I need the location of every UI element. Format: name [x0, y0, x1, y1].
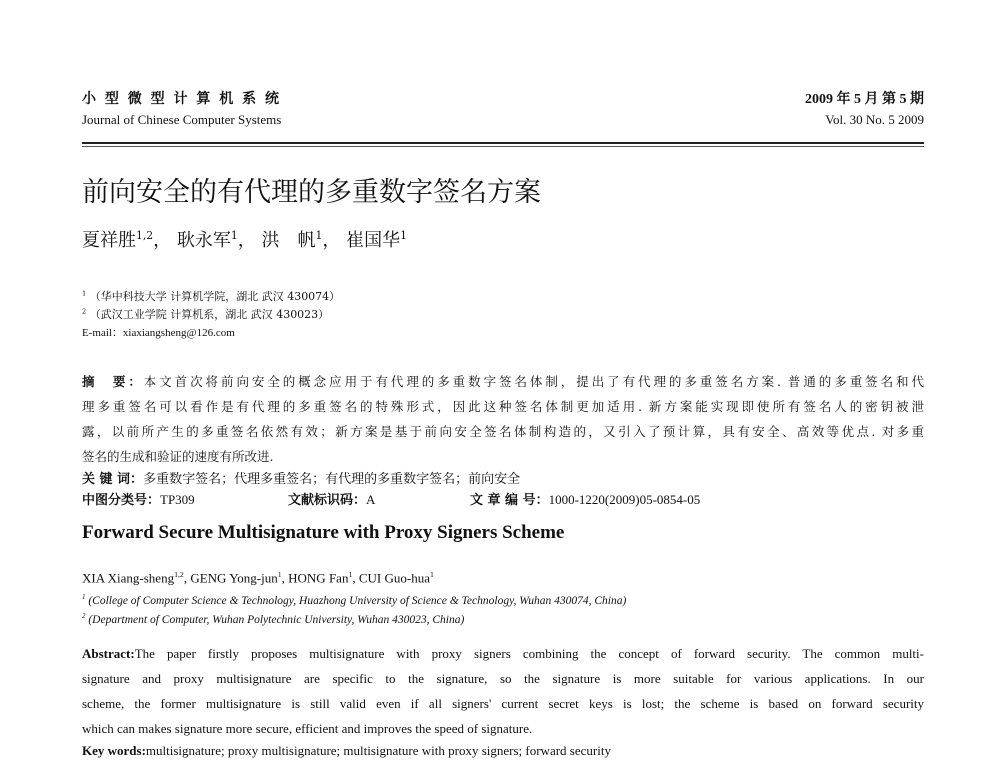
clc-number	[82, 489, 195, 508]
author: GENG Yong-jun	[190, 570, 278, 586]
keywords-en	[82, 743, 611, 759]
sup: 2	[82, 307, 87, 316]
author: 耿永军	[176, 230, 231, 251]
doc-code	[288, 489, 375, 508]
clc-value: TP309	[160, 492, 195, 507]
clc-label: 中图分类号：	[82, 493, 161, 508]
abstract-en-line: scheme, the former multisignature is still valid even if all signers' current secret keys is lost; the scheme is based on forward security	[82, 696, 924, 711]
affiliation-cn-1	[82, 288, 340, 304]
author-sup: 1	[348, 570, 353, 579]
article-number	[470, 489, 700, 508]
abstract-cn-line: 签名的生成和验证的速度有所改进.	[82, 449, 274, 464]
author: 夏祥胜	[82, 230, 136, 251]
email: E-mail：xiaxiangsheng@126.com	[82, 327, 235, 339]
author-sup: 1	[277, 570, 282, 579]
affiliation-cn-2	[82, 306, 329, 322]
author: CUI Guo-hua	[358, 570, 430, 586]
affiliation-text: (Department of Computer, Wuhan Polytechnic University, Wuhan 430023, China)	[88, 613, 465, 626]
doc-value: A	[366, 492, 376, 507]
issue-cn: 2009 年 5 月 第 5 期	[805, 92, 924, 107]
sup: 2	[82, 613, 86, 620]
title-en: Forward Secure Multisignature with Proxy Signers Scheme	[82, 522, 565, 543]
author-sup: 1	[230, 229, 238, 242]
author: HONG Fan	[288, 570, 349, 586]
doc-label: 文献标识码：	[288, 493, 367, 508]
keywords-label: Key words:	[82, 743, 146, 758]
author: 崔国华	[346, 230, 401, 251]
keywords-text: multisignature; proxy multisignature; multisignature with proxy signers; forward security	[145, 743, 611, 758]
author-sup: 1	[315, 229, 323, 242]
abstract-cn-line: 理多重签名可以看作是有代理的多重签名的特殊形式，因此这种签名体制更加适用. 新方案能实现即使所有签名人的密钥被泄	[82, 399, 924, 414]
abstract-label: 摘 要：	[82, 374, 144, 389]
abstract-cn-line: 露，以前所产生的多重签名依然有效；新方案是基于前向安全签名体制构造的，又引入了预计算，具有安全、高效等优点. 对多重	[82, 424, 924, 439]
author-sup: 1,2	[174, 570, 184, 579]
author-sup: 1,2	[136, 229, 154, 242]
keywords-label: 关 键 词：	[82, 472, 144, 487]
abstract-text: The paper firstly proposes multisignature with proxy signers combining the concept of forward security. The common multi-	[134, 646, 924, 661]
affiliation-text: (College of Computer Science & Technology, Huazhong University of Science & Technology, Wuhan 430074, China)	[88, 594, 627, 607]
affiliation-text: （华中科技大学 计算机学院，湖北 武汉 430074）	[89, 290, 341, 303]
issue-en: Vol. 30 No. 5 2009	[825, 112, 924, 127]
article-label: 文 章 编 号：	[470, 493, 549, 508]
abstract-en-line: which can makes signature more secure, efficient and improves the speed of signature.	[82, 721, 533, 736]
authors-cn: 夏祥胜$^{1,2}$， 耿永军$^1$， 洪 帆$^1$， 崔国华$^1$	[82, 229, 407, 251]
abstract-label: Abstract:	[82, 646, 135, 661]
sup: 1	[82, 594, 86, 601]
abstract-en-line	[82, 646, 924, 662]
abstract-text: 本文首次将前向安全的概念应用于有代理的多重数字签名体制，提出了有代理的多重签名方案. 普通的多重签名和代	[143, 374, 924, 389]
author-sup: 1	[430, 570, 434, 579]
sup: 1	[82, 289, 87, 298]
header-rule-thin	[82, 146, 924, 147]
header-rule	[82, 142, 924, 144]
author-sup: 1	[400, 229, 407, 242]
keywords-cn	[82, 468, 520, 487]
affiliation-text: （武汉工业学院 计算机系，湖北 武汉 430023）	[89, 308, 330, 321]
abstract-en-line: signature and proxy multisignature are specific to the signature, so the signature is more suitable for various applications. In our	[82, 671, 924, 686]
journal-name-cn: 小 型 微 型 计 算 机 系 统	[82, 91, 281, 107]
affiliation-en-2	[82, 613, 464, 626]
authors-en: XIA Xiang-sheng$^{1,2}$, GENG Yong-jun$^1$, HONG Fan$^1$, CUI Guo-hua$^1$	[82, 570, 434, 586]
article-value: 1000-1220(2009)05-0854-05	[548, 492, 701, 507]
author: 洪 帆	[261, 230, 316, 251]
author: XIA Xiang-sheng	[82, 570, 175, 586]
title-cn: 前向安全的有代理的多重数字签名方案	[82, 177, 541, 208]
abstract-cn-line	[82, 372, 924, 390]
journal-name-en: Journal of Chinese Computer Systems	[82, 112, 282, 127]
affiliation-en-1	[82, 594, 626, 607]
keywords-text: 多重数字签名；代理多重签名；有代理的多重数字签名；前向安全	[143, 472, 521, 487]
